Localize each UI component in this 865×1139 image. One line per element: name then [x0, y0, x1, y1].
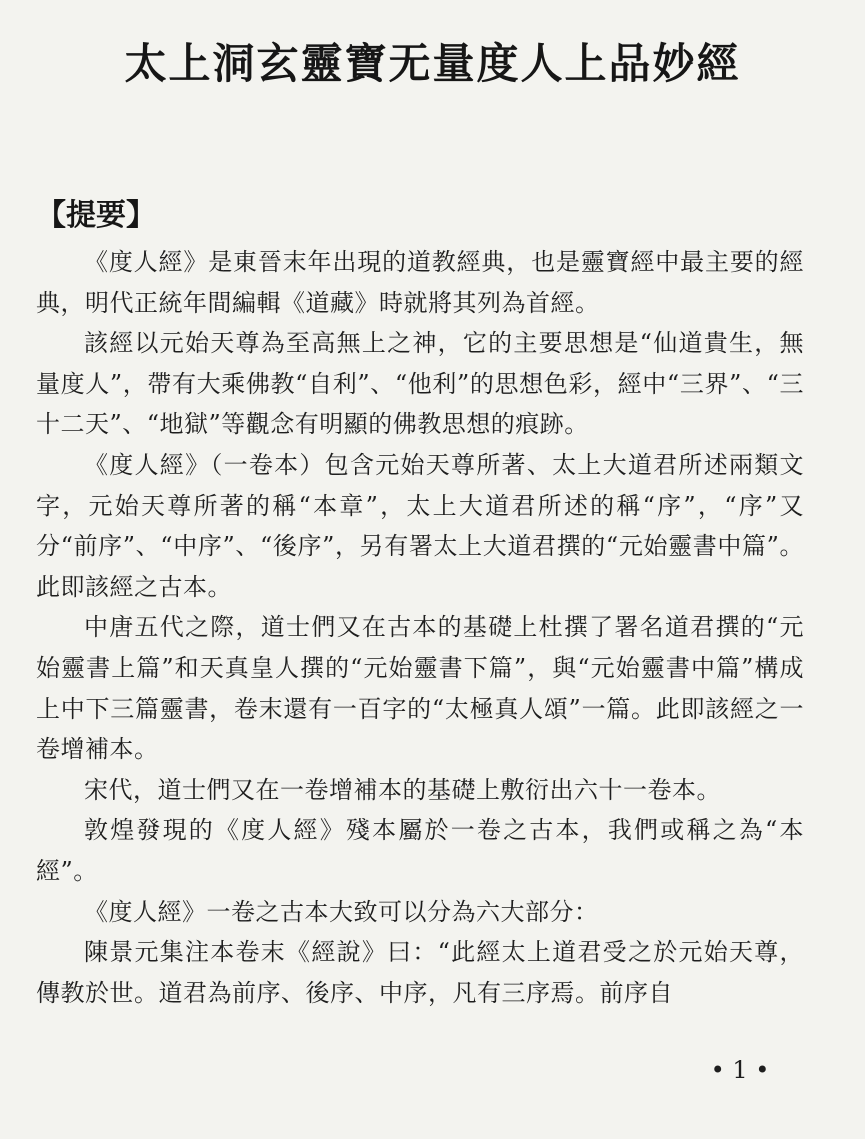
paragraph: 《度人經》是東晉末年出現的道教經典，也是靈寶經中最主要的經典，明代正統年間編輯《道藏》時就將其列為首經。	[36, 248, 804, 317]
document-title: 太上洞玄靈寶无量度人上品妙經	[124, 39, 741, 88]
paragraph: 宋代，道士們又在一卷增補本的基礎上敷衍出六十一卷本。	[84, 775, 721, 804]
paragraph: 陳景元集注本卷末《經說》曰：“此經太上道君受之於元始天尊，傳教於世。道君為前序、後序、中序，凡有三序焉。前序自	[36, 938, 804, 1007]
paragraph: 該經以元始天尊為至高無上之神，它的主要思想是“仙道貴生，無量度人”，帶有大乘佛教“自利”、“他利”的思想色彩，經中“三界”、“三十二天”、“地獄”等觀念有明顯的佛教思想的痕跡。	[36, 329, 804, 439]
paragraph: 《度人經》一卷之古本大致可以分為六大部分：	[84, 897, 599, 926]
paragraph: 敦煌發現的《度人經》殘本屬於一卷之古本，我們或稱之為“本經”。	[36, 816, 804, 885]
page-number: • 1 •	[710, 1056, 770, 1084]
document-body	[36, 242, 804, 1013]
section-heading: 【提要】	[36, 198, 156, 233]
paragraph: 中唐五代之際，道士們又在古本的基礎上杜撰了署名道君撰的“元始靈書上篇”和天真皇人撰的“元始靈書下篇”，與“元始靈書中篇”構成上中下三篇靈書，卷末還有一百字的“太極真人頌”一篇。此即該經之一卷增補本。	[36, 613, 804, 764]
paragraph: 《度人經》（一卷本）包含元始天尊所著、太上大道君所述兩類文字，元始天尊所著的稱“本章”，太上大道君所述的稱“序”，“序”又分“前序”、“中序”、“後序”，另有署太上大道君撰的“元始靈書中篇”。此即該經之古本。	[36, 450, 804, 601]
